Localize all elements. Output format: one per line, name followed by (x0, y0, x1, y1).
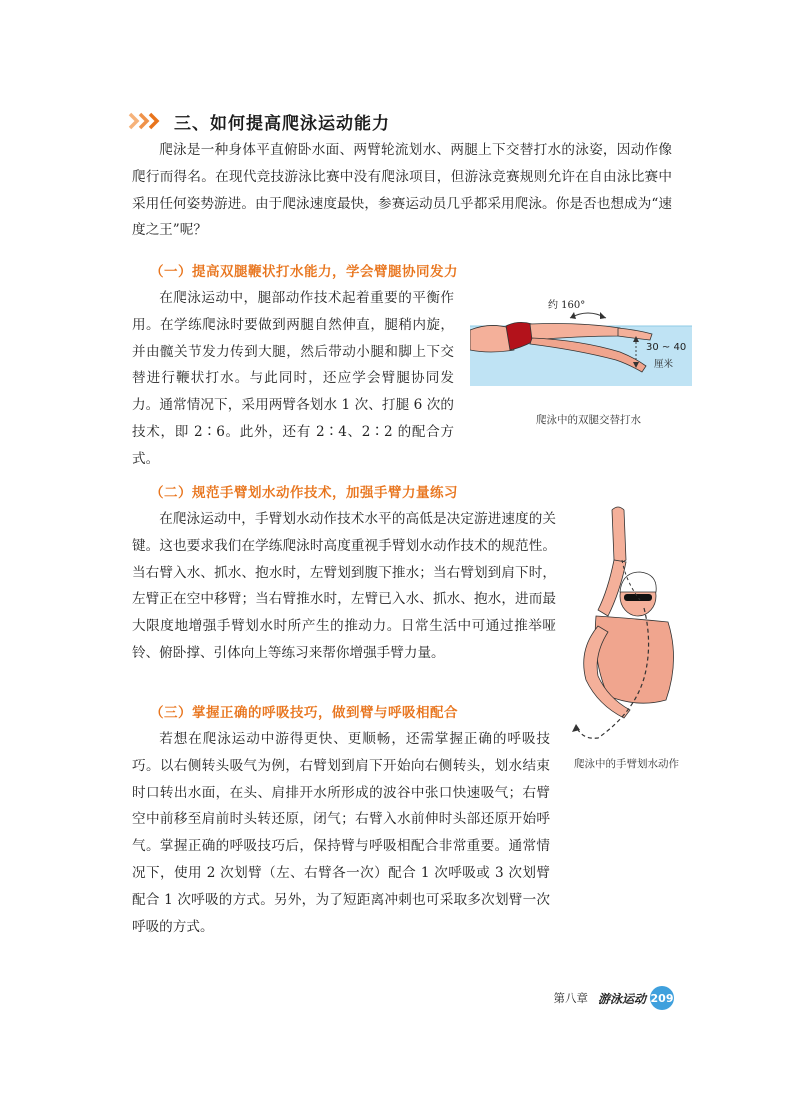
chevron-right-icon (128, 111, 168, 131)
arm-stroke-illustration (568, 500, 686, 750)
part2-heading: （二）规范手臂划水动作技术，加强手臂力量练习 (150, 485, 458, 501)
figure2-caption: 爬泳中的手臂划水动作 (574, 758, 679, 770)
page-footer (553, 986, 674, 1010)
leg-kick-figure (470, 292, 692, 404)
part3-heading: （三）掌握正确的呼吸技巧，做到臂与呼吸相配合 (150, 705, 458, 721)
part2-text: 在爬泳运动中，手臂划水动作技术水平的高低是决定游进速度的关键。这也要求我们在学练爬泳时高度重视手臂划水动作技术的规范性。当右臂入水、抓水、抱水时，左臂划到腹下推水；当右臂划到肩下时，左臂正在空中移臂；当右臂推水时，左臂已入水、抓水、抱水，进而最大限度地增强手臂划水时所产生的推动力。日常生活中可通过推举哑铃、俯卧撑、引体向上等练习来帮你增强手臂力量。 (132, 511, 556, 661)
unit-label: 厘米 (654, 359, 674, 370)
intro-paragraph (132, 137, 672, 244)
part2-paragraph (132, 506, 556, 667)
part3-paragraph (132, 726, 550, 940)
angle-label: 约 160° (548, 300, 586, 311)
range-label: 30 ~ 40 (646, 342, 687, 353)
part1-heading: （一）提高双腿鞭状打水能力，学会臂腿协同发力 (150, 264, 458, 280)
intro-text: 爬泳是一种身体平直俯卧水面、两臂轮流划水、两腿上下交替打水的泳姿，因动作像爬行而得名。在现代竞技游泳比赛中没有爬泳项目，但游泳竞赛规则允许在自由泳比赛中采用任何姿势游进。由于爬泳速度最快，参赛运动员几乎都采用爬泳。你是否也想成为“速度之王”呢？ (132, 142, 672, 239)
chapter-label: 第八章 (553, 991, 588, 1005)
part1-paragraph (132, 285, 454, 473)
subject-label: 游泳运动 (597, 991, 646, 1006)
figure1-caption: 爬泳中的双腿交替打水 (536, 414, 641, 426)
part1-text: 在爬泳运动中，腿部动作技术起着重要的平衡作用。在学练爬泳时要做到两腿自然伸直，腿稍内旋，并由髋关节发力传到大腿，然后带动小腿和脚上下交替进行鞭状打水。与此同时，还应学会臂腿协同发力。通常情况下，采用两臂各划水 1 次、打腿 6 次的技术，即 2∶6。此外，还有 2∶4、2∶2 的配合方式。 (132, 290, 454, 467)
section-title-block (128, 108, 390, 134)
page-number: 209 (650, 986, 674, 1010)
part3-text: 若想在爬泳运动中游得更快、更顺畅，还需掌握正确的呼吸技巧。以右侧转头吸气为例，右臂划到肩下开始向右侧转头，划水结束时口转出水面，在头、肩排开水所形成的波谷中张口快速吸气；右臂空中前移至肩前时头转还原，闭气；右臂入水前伸时头部还原开始呼气。掌握正确的呼吸技巧后，保持臂与呼吸相配合非常重要。通常情况下，使用 2 次划臂（左、右臂各一次）配合 1 次呼吸或 3 次划臂配合 1 次呼吸的方式。另外，为了短距离冲刺也可采取多次划臂一次呼吸的方式。 (132, 731, 550, 935)
arm-stroke-figure (568, 500, 686, 750)
section-heading: 三、如何提高爬泳运动能力 (174, 113, 390, 134)
